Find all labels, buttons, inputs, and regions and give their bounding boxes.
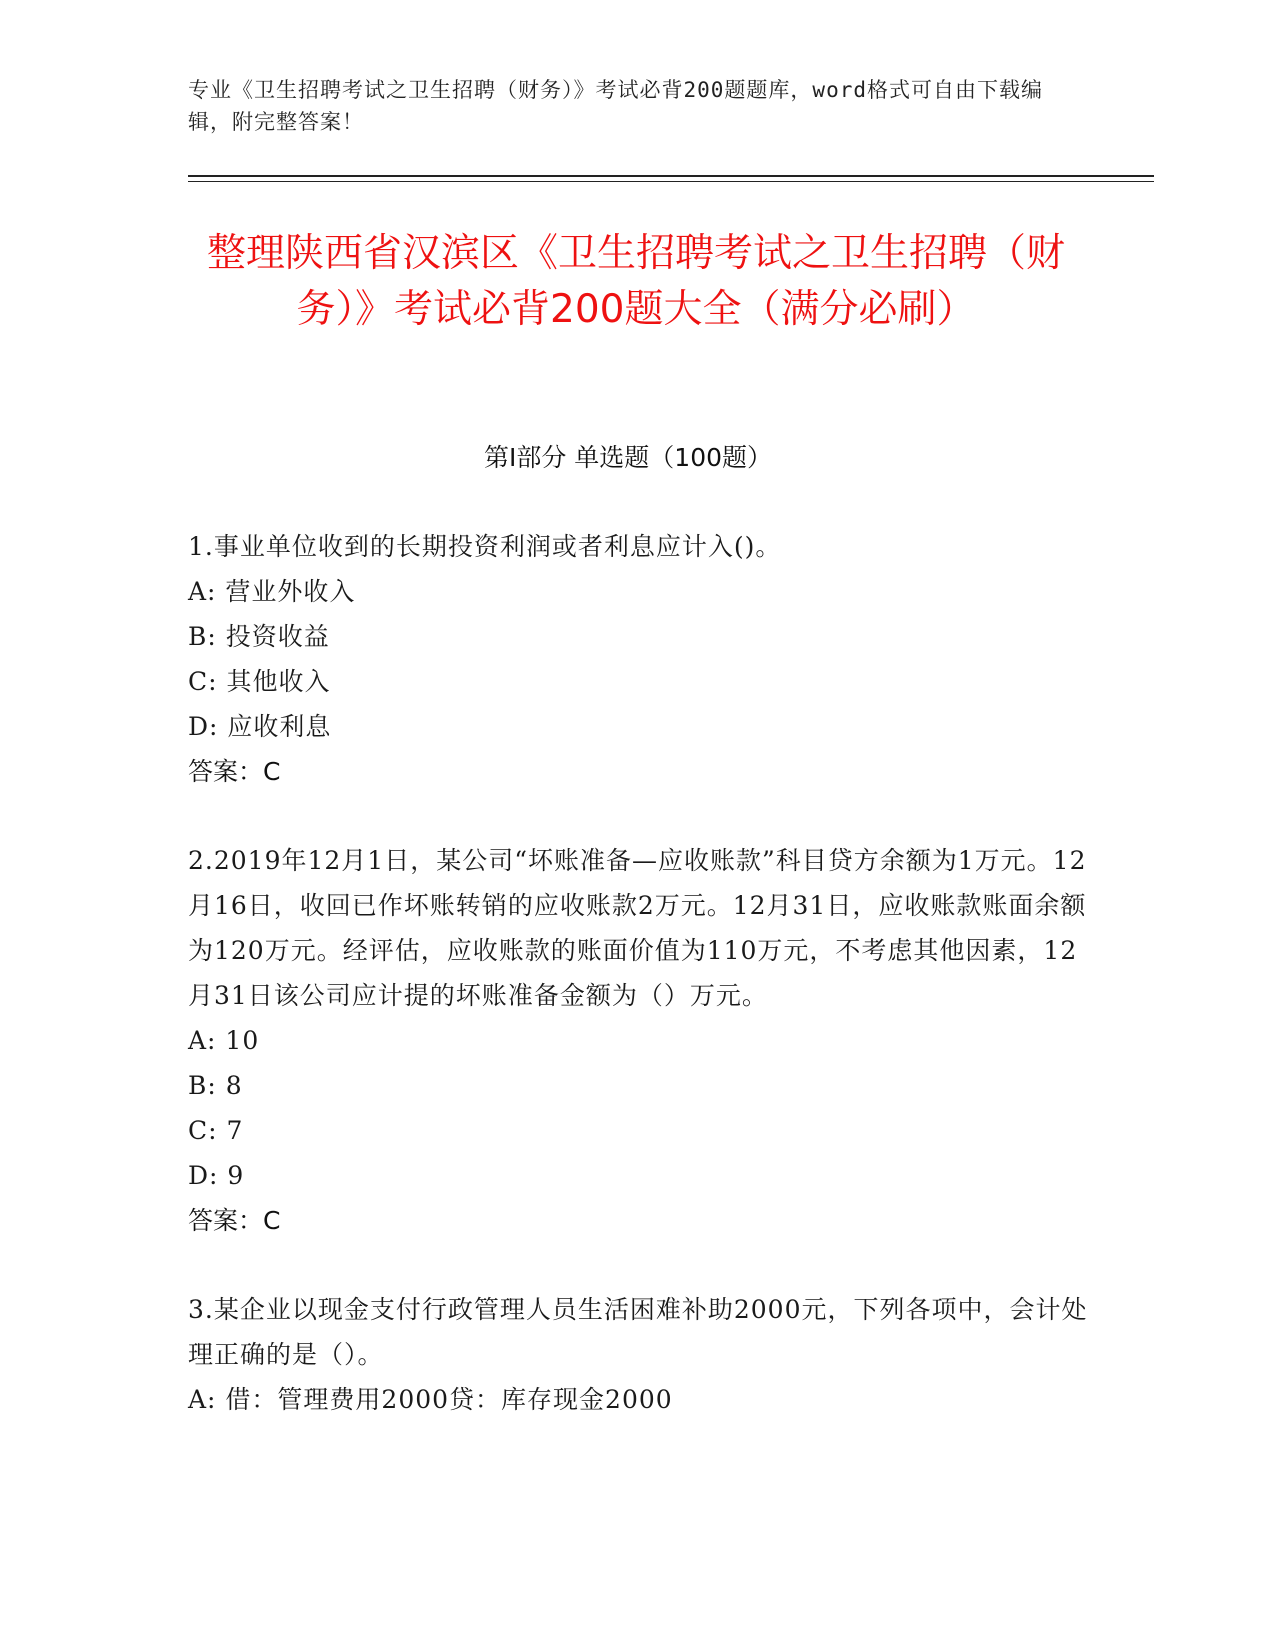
option-b: B: 投资收益 — [188, 622, 330, 651]
option-d: D: 9 — [188, 1161, 245, 1190]
question-stem: 3.某企业以现金支付行政管理人员生活困难补助2000元，下列各项中，会计处理正确的是（）。 — [188, 1295, 1088, 1369]
option-b: B: 8 — [188, 1071, 243, 1100]
option-a: A: 营业外收入 — [188, 577, 356, 606]
document-title: 整理陕西省汉滨区《卫生招聘考试之卫生招聘（财务）》考试必背200题大全（满分必刷） — [206, 231, 1065, 332]
answer: 答案：C — [188, 757, 281, 786]
option-c: C: 7 — [188, 1116, 244, 1145]
option-a: A: 借：管理费用2000贷：库存现金2000 — [188, 1385, 673, 1414]
header-rule-thin — [188, 181, 1154, 182]
question-2 — [188, 838, 1088, 1243]
question-stem: 1.事业单位收到的长期投资利润或者利息应计入()。 — [188, 532, 782, 561]
section-title: 第I部分 单选题（100题） — [483, 443, 773, 472]
option-c: C: 其他收入 — [188, 667, 331, 696]
header-note: 专业《卫生招聘考试之卫生招聘（财务）》考试必背200题题库，word格式可自由下载编辑，附完整答案！ — [188, 78, 1043, 134]
option-d: D: 应收利息 — [188, 712, 332, 741]
question-1 — [188, 524, 1088, 794]
question-3 — [188, 1287, 1088, 1422]
answer: 答案：C — [188, 1206, 281, 1235]
question-list — [188, 524, 1088, 1466]
option-a: A: 10 — [188, 1026, 260, 1055]
header-rule-thick — [188, 175, 1154, 177]
question-stem: 2.2019年12月1日，某公司“坏账准备—应收账款”科目贷方余额为1万元。12月16日，收回已作坏账转销的应收账款2万元。12月31日，应收账款账面余额为120万元。经评估，应收账款的账面价值为110万元，不考虑其他因素，12月31日该公司应计提的坏账准备金额为（）万元。 — [188, 846, 1087, 1010]
